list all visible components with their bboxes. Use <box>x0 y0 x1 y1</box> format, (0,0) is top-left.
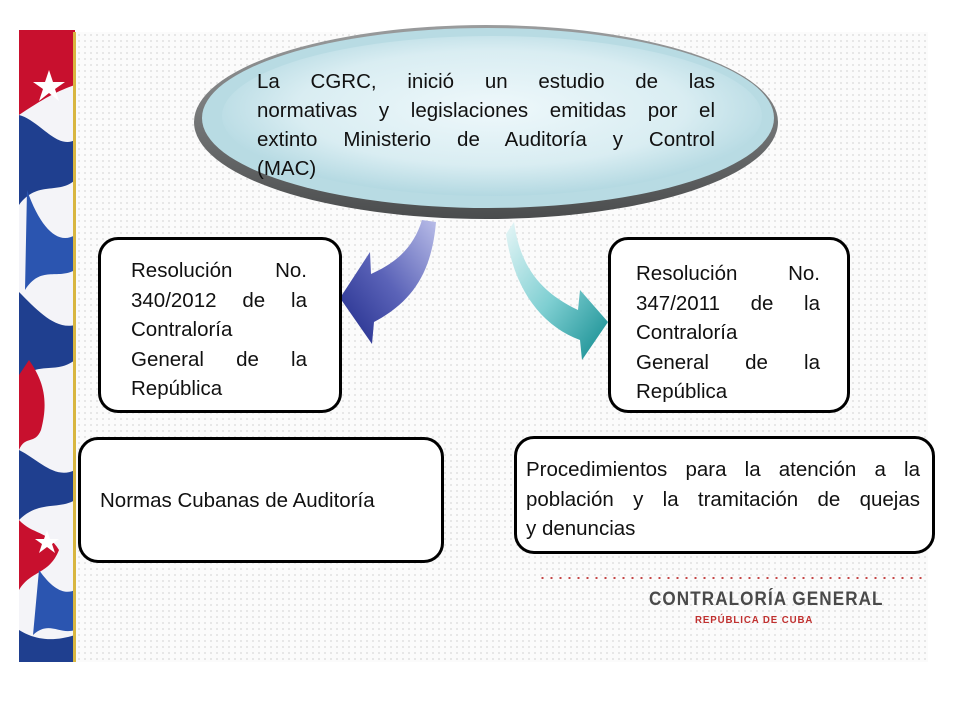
top-ellipse-line: normativas y legislaciones emitidas por el <box>257 99 715 122</box>
curved-arrow-left <box>340 220 436 344</box>
auditing-standards-text: Normas Cubanas de Auditoría <box>100 489 375 512</box>
logo-title: CONTRALORÍA GENERAL <box>649 589 884 610</box>
complaints-procedures-line: y denuncias <box>526 517 636 540</box>
resolution-347-line: General de la <box>636 350 820 374</box>
top-ellipse-text <box>257 67 715 183</box>
resolution-340-line: República <box>131 377 223 400</box>
complaints-procedures-line: población y la tramitación de quejas <box>526 487 920 511</box>
logo-dotted-line <box>538 575 924 581</box>
resolution-340-line: Resolución No. <box>131 259 307 282</box>
top-ellipse-line: La CGRC, inició un estudio de las <box>257 70 715 93</box>
logo-subtitle: REPÚBLICA DE CUBA <box>695 614 814 626</box>
resolution-347-line: Contraloría <box>636 321 738 344</box>
top-ellipse-line: (MAC) <box>257 157 317 180</box>
curved-arrow-right <box>506 222 608 360</box>
resolution-340-line: 340/2012 de la <box>131 288 307 312</box>
complaints-procedures-text <box>526 455 920 544</box>
resolution-347-text <box>636 259 820 407</box>
resolution-340-line: General de la <box>131 347 307 371</box>
complaints-procedures-line: Procedimientos para la atención a la <box>526 458 920 481</box>
resolution-340-text <box>131 256 307 404</box>
resolution-347-line: República <box>636 380 728 403</box>
resolution-347-line: 347/2011 de la <box>636 291 820 315</box>
top-ellipse-line: extinto Ministerio de Auditoría y Control <box>257 128 715 151</box>
resolution-340-line: Contraloría <box>131 318 233 341</box>
resolution-347-line: Resolución No. <box>636 262 820 285</box>
